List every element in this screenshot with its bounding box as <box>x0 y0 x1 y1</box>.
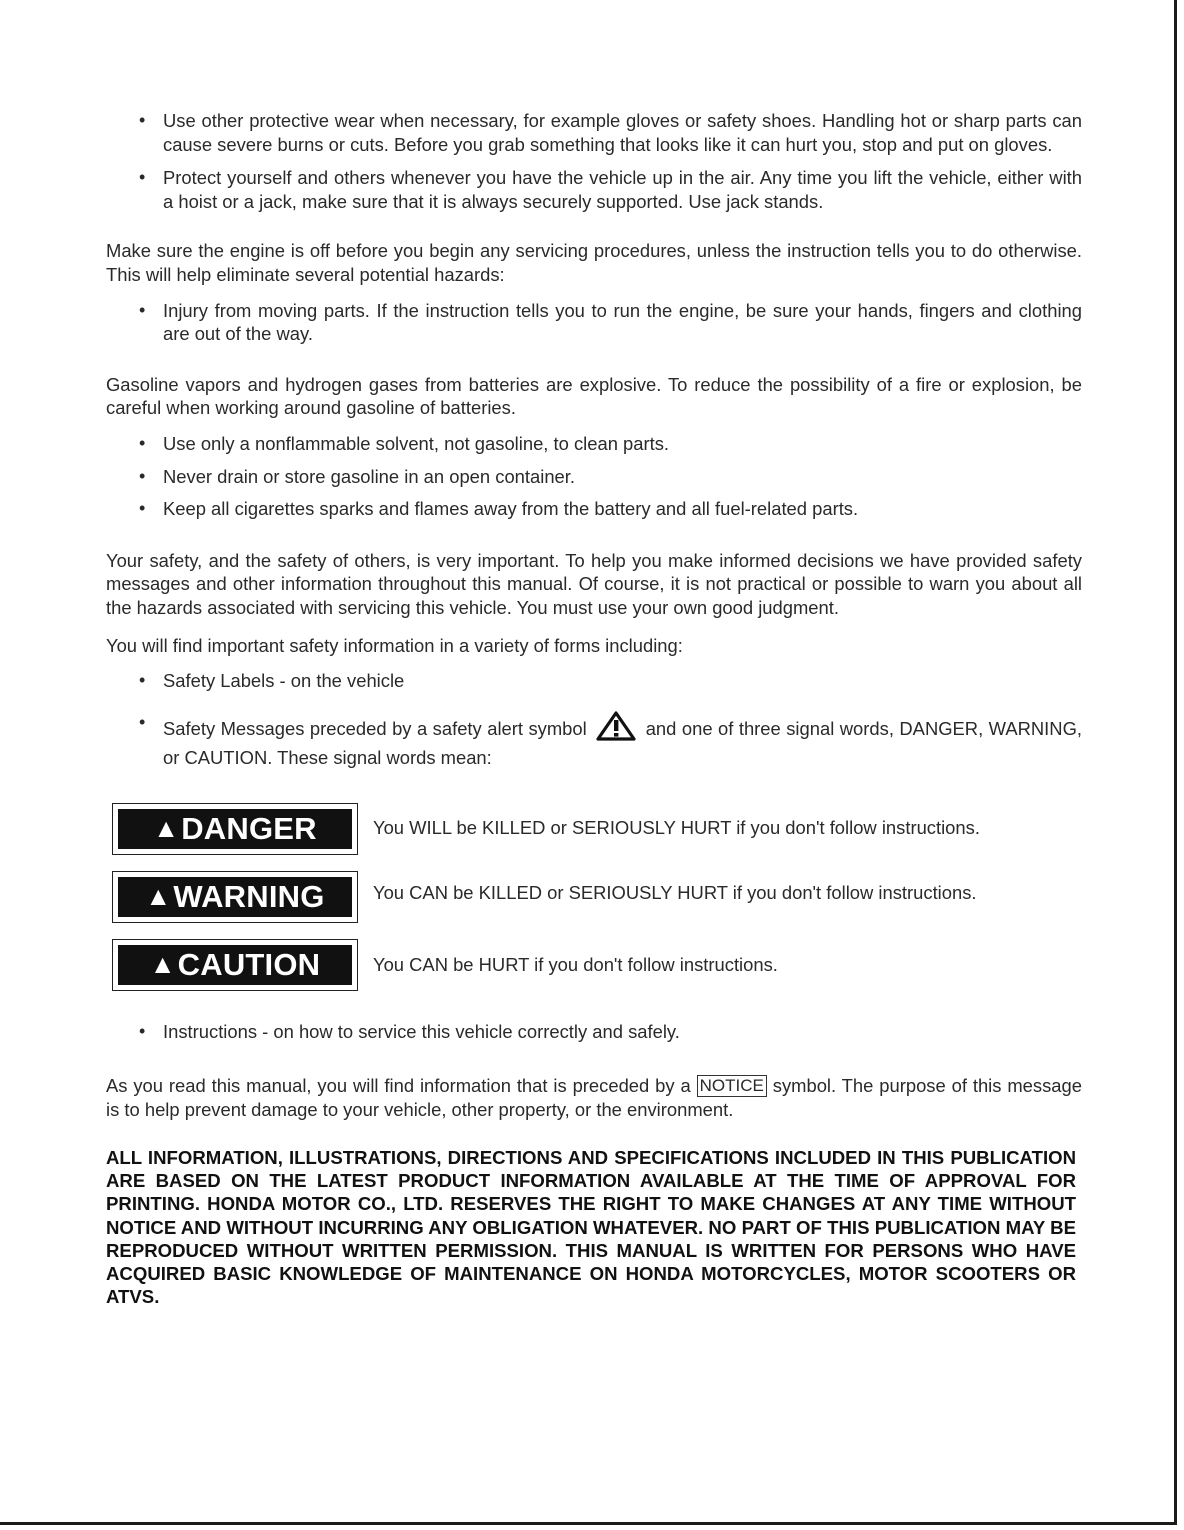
list-item-text: Protect yourself and others whenever you have the vehicle up in the air. Any time you lift the vehicle, either with a hoist or a jack, make sure that it is always securely supported. Use jack stands. <box>163 167 1082 212</box>
bullet-icon: • <box>139 711 146 732</box>
warning-signal-box <box>112 871 358 923</box>
list-item <box>106 1020 1082 1044</box>
protective-wear-list <box>106 109 1082 213</box>
notice-text-before: As you read this manual, you will find information that is preceded by a <box>106 1075 691 1097</box>
engine-off-paragraph: Make sure the engine is off before you begin any servicing procedures, unless the instruction tells you to do otherwise. This will help eliminate several potential hazards: <box>106 240 1082 285</box>
notice-symbol: NOTICE <box>697 1075 767 1097</box>
signal-row-caution <box>112 939 1082 991</box>
signal-row-danger <box>112 803 1082 855</box>
list-item <box>106 711 1082 770</box>
signal-row-warning <box>112 871 1082 923</box>
list-item <box>106 432 1082 456</box>
list-item <box>106 109 1082 156</box>
list-item-text: Injury from moving parts. If the instruction tells you to run the engine, be sure your hands, fingers and clothing are out of the way. <box>163 299 1082 345</box>
signal-description: You CAN be HURT if you don't follow instructions. <box>373 954 778 976</box>
engine-hazards-list <box>106 299 1082 346</box>
page-border-right <box>1174 0 1177 1525</box>
instructions-list <box>106 1020 1082 1044</box>
list-item <box>106 299 1082 346</box>
signal-word: DANGER <box>181 811 317 847</box>
signal-description: You CAN be KILLED or SERIOUSLY HURT if you don't follow instructions. <box>373 882 977 904</box>
safety-forms-paragraph: You will find important safety information in a variety of forms including: <box>106 634 683 656</box>
bullet-icon: • <box>139 432 146 453</box>
signal-description: You WILL be KILLED or SERIOUSLY HURT if you don't follow instructions. <box>373 817 980 839</box>
list-item <box>106 497 1082 521</box>
warning-triangle-icon: ▲ <box>149 949 176 980</box>
bullet-icon: • <box>139 299 146 320</box>
gasoline-precautions-list <box>106 432 1082 521</box>
bullet-icon: • <box>139 167 146 188</box>
signal-words-table <box>106 803 1082 991</box>
list-item-text-after: and one of three signal words, DANGER, WARNING, or CAUTION. These signal words mean: <box>163 717 1082 769</box>
list-item-text: Use only a nonflammable solvent, not gasoline, to clean parts. <box>163 432 670 454</box>
list-item-text: Safety Labels - on the vehicle <box>163 670 405 692</box>
safety-alert-triangle-icon <box>596 711 636 747</box>
caution-signal-box <box>112 939 358 991</box>
legal-disclaimer: ALL INFORMATION, ILLUSTRATIONS, DIRECTIONS AND SPECIFICATIONS INCLUDED IN THIS PUBLICATION ARE BASED ON THE LATEST PRODUCT INFORMATION AVAILABLE AT THE TIME OF APPROVAL FOR PRINTING. HONDA MOTOR CO., LTD. RESERVES THE RIGHT TO MAKE CHANGES AT ANY TIME WITHOUT NOTICE AND WITHOUT INCURRING ANY OBLIGATION WHATEVER. NO PART OF THIS PUBLICATION MAY BE REPRODUCED WITHOUT WRITTEN PERMISSION. THIS MANUAL IS WRITTEN FOR PERSONS WHO HAVE ACQUIRED BASIC KNOWLEDGE OF MAINTENANCE ON HONDA MOTORCYCLES, MOTOR SCOOTERS OR ATVS. <box>106 1146 1076 1308</box>
warning-triangle-icon: ▲ <box>145 881 172 912</box>
list-item-text: Use other protective wear when necessary, for example gloves or safety shoes. Handling hot or sharp parts can cause severe burns or cuts. Before you grab something that looks like it can hurt you, stop and put on gloves. <box>163 110 1082 155</box>
list-item <box>106 465 1082 489</box>
notice-paragraph <box>106 1074 1082 1121</box>
bullet-icon: • <box>139 110 146 130</box>
notice-text-after: symbol. The purpose of this message is to help prevent damage to your vehicle, other property, or the environment. <box>106 1075 1082 1121</box>
list-item-text: Instructions - on how to service this vehicle correctly and safely. <box>163 1020 680 1042</box>
warning-triangle-icon: ▲ <box>153 813 180 844</box>
bullet-icon: • <box>139 465 146 486</box>
page-border-bottom <box>0 1522 1177 1525</box>
bullet-icon: • <box>139 670 146 691</box>
danger-signal-box <box>112 803 358 855</box>
document-body <box>106 109 1082 1309</box>
list-item-text: Never drain or store gasoline in an open container. <box>163 465 576 487</box>
bullet-icon: • <box>139 1020 146 1041</box>
safety-importance-paragraph: Your safety, and the safety of others, is very important. To help you make informed decisions we have provided safety messages and other information throughout this manual. Of course, it is not practical or possible to warn you about all the hazards associated with servicing this vehicle. You must use your own good judgment. <box>106 549 1082 618</box>
signal-word: CAUTION <box>177 947 321 983</box>
bullet-icon: • <box>139 498 146 519</box>
list-item <box>106 166 1082 213</box>
list-item <box>106 669 1082 693</box>
list-item-text: Keep all cigarettes sparks and flames away from the battery and all fuel-related parts. <box>163 498 859 520</box>
safety-forms-list <box>106 669 1082 770</box>
gasoline-paragraph: Gasoline vapors and hydrogen gases from batteries are explosive. To reduce the possibility of a fire or explosion, be careful when working around gasoline of batteries. <box>106 373 1082 419</box>
list-item-text-before: Safety Messages preceded by a safety alert symbol <box>163 717 587 739</box>
signal-word: WARNING <box>173 879 325 915</box>
